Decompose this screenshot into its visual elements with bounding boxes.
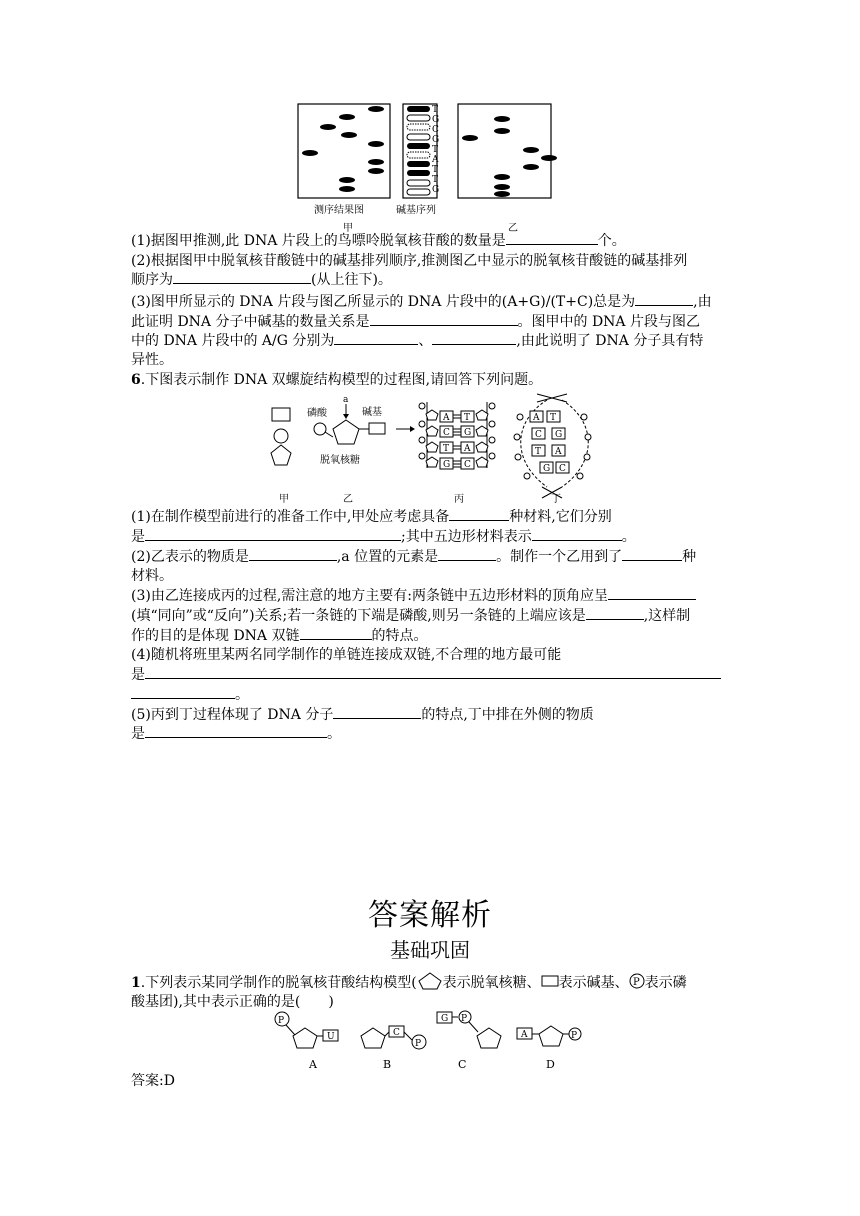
q6-stem: 6.下图表示制作 DNA 双螺旋结构模型的过程图,请回答下列问题。	[131, 372, 543, 388]
q5-part1: (1)据图甲推测,此 DNA 片段上的鸟嘌呤脱氧核苷酸的数量是 个。	[131, 233, 626, 249]
gel-band	[368, 106, 384, 112]
svg-text:C: C	[443, 428, 450, 438]
base-letters	[431, 105, 439, 195]
svg-text:P: P	[278, 1016, 285, 1026]
q6-part3-line3: 作的目的是体现 DNA 双链 的特点。	[131, 628, 428, 644]
base-letter: T	[432, 145, 439, 155]
q6-part1-line1: (1)在制作模型前进行的准备工作中,甲处应考虑具备 种材料,它们分别	[131, 509, 612, 525]
gel-band	[368, 141, 384, 147]
fig-label-bing: 丙	[454, 494, 464, 505]
label-base-sequence: 碱基序列	[396, 205, 436, 216]
svg-text:G: G	[555, 430, 563, 440]
svg-text:C: C	[464, 460, 471, 470]
bing-ladder	[419, 402, 495, 470]
label-yi: 乙	[508, 223, 518, 234]
fig-label-ding: 丁	[551, 494, 561, 505]
option-label: A	[309, 1058, 317, 1071]
fig-label-jia: 甲	[279, 494, 289, 505]
nucleotide-options-figure	[265, 1010, 595, 1072]
gel-band	[341, 132, 357, 138]
gel-band	[494, 184, 510, 190]
q5-part3-line1: (3)图甲所显示的 DNA 片段与图乙所显示的 DNA 片段中的(A+G)/(T+C)总是为 ,由	[131, 294, 712, 310]
svg-text:P: P	[415, 1039, 422, 1049]
svg-text:P: P	[461, 1014, 468, 1024]
blank[interactable]	[438, 548, 496, 561]
blank[interactable]	[449, 508, 509, 521]
answer-subtitle: 基础巩固	[390, 938, 470, 962]
svg-text:G: G	[543, 464, 551, 474]
blank[interactable]	[131, 686, 235, 699]
label-sequencing-result: 测序结果图	[314, 205, 364, 216]
pentagon-shape	[271, 445, 291, 465]
fig-label-base: 碱基	[362, 407, 382, 418]
ladder-rung	[419, 403, 495, 423]
option-label: D	[546, 1058, 555, 1071]
q5-part2-line1: (2)根据图甲中脱氧核苷酸链中的碱基排列顺序,推测图乙中显示的脱氧核苷酸链的碱基排列	[131, 253, 688, 269]
gel-band	[494, 116, 510, 122]
svg-text:A: A	[555, 447, 562, 457]
gel-band	[494, 191, 510, 197]
svg-text:T: T	[535, 447, 542, 457]
q6-part1-line2: 是 ;其中五边形材料表示 。	[131, 529, 636, 545]
base-letter: T	[432, 105, 439, 115]
svg-text:A: A	[533, 413, 540, 423]
answer-q1-line1: 1.下列表示某同学制作的脱氧核苷酸结构模型( 表示脱氧核糖、 表示碱基、 P 表示磷	[131, 972, 687, 992]
blank[interactable]	[173, 271, 311, 284]
ladder-rung	[419, 453, 495, 470]
option-d-model	[517, 1026, 581, 1071]
q6-part5-line2: 是 。	[131, 726, 341, 742]
q6-part5-line1: (5)丙到丁过程体现了 DNA 分子 的特点,丁中排在外侧的物质	[131, 707, 594, 723]
rectangle-icon	[541, 974, 559, 988]
blank[interactable]	[635, 293, 693, 306]
svg-text:U: U	[327, 1032, 335, 1042]
blank[interactable]	[300, 627, 372, 640]
svg-text:G: G	[464, 428, 472, 438]
blank[interactable]	[334, 332, 418, 345]
blank[interactable]	[249, 548, 337, 561]
base-letter: A	[432, 155, 439, 165]
phosphate-circle	[314, 423, 326, 435]
pentagon-icon	[417, 972, 443, 990]
q6-part4-line1: (4)随机将班里某两名同学制作的单链连接成双链,不合理的地方最可能	[131, 647, 562, 663]
svg-text:G: G	[443, 460, 451, 470]
blank[interactable]	[145, 528, 401, 541]
gel-band	[320, 124, 336, 130]
sugar-pentagon	[333, 420, 359, 444]
q6-part4-line3: 。	[131, 686, 249, 704]
gel-band	[302, 150, 318, 156]
svg-text:T: T	[464, 413, 471, 423]
blank[interactable]	[145, 666, 721, 679]
gel-band	[339, 177, 355, 183]
gel-band	[494, 174, 510, 180]
svg-text:P: P	[632, 977, 640, 988]
fig-label-yi: 乙	[343, 494, 353, 505]
option-a-model	[275, 1012, 338, 1071]
option-c-model	[437, 1011, 501, 1071]
q6-part2-line1: (2)乙表示的物质是 ,a 位置的元素是 。制作一个乙用到了 种	[131, 549, 697, 565]
gel-band	[494, 128, 510, 134]
svg-text:P: P	[571, 1031, 578, 1041]
circle-shape	[274, 429, 288, 443]
gel-band	[339, 186, 355, 192]
q5-part3-line4: 异性。	[131, 352, 173, 368]
q6-part3-line1: (3)由乙连接成丙的过程,需注意的地方主要有:两条链中五边形材料的顶角应呈	[131, 587, 696, 605]
svg-text:A: A	[464, 444, 471, 454]
option-b-model	[361, 1026, 426, 1071]
phosphate-p-icon	[629, 973, 645, 989]
base-letter: C	[432, 125, 439, 135]
answer-title: 答案解析	[368, 898, 492, 933]
dna-model-figure	[262, 392, 602, 508]
gel-band	[368, 159, 384, 165]
gel-band	[462, 135, 478, 141]
fig-label-phosphate: 磷酸	[307, 408, 327, 419]
blank[interactable]	[608, 587, 696, 600]
blank[interactable]	[432, 332, 516, 345]
svg-text:C: C	[535, 430, 542, 440]
square-shape	[272, 408, 290, 421]
base-letter: G	[432, 135, 440, 145]
q6-part2-line2: 材料。	[131, 568, 173, 584]
svg-text:T: T	[443, 444, 450, 454]
gel-band	[368, 168, 384, 174]
svg-text:A: A	[521, 1030, 528, 1040]
svg-text:C: C	[559, 464, 566, 474]
blank[interactable]	[532, 528, 622, 541]
blank[interactable]	[370, 313, 518, 326]
q5-part3-line2: 此证明 DNA 分子中碱基的数量关系是 。图甲中的 DNA 片段与图乙	[131, 314, 700, 330]
gel-band	[523, 164, 539, 170]
blank[interactable]	[145, 725, 327, 738]
base-letter: T	[432, 165, 439, 175]
blank[interactable]	[506, 232, 598, 245]
ladder-rung	[419, 437, 495, 454]
svg-text:G: G	[441, 1014, 449, 1024]
base-rect	[369, 423, 385, 434]
fig-label-a: a	[343, 395, 349, 405]
svg-text:A: A	[443, 413, 450, 423]
base-letter: G	[432, 115, 440, 125]
blank[interactable]	[622, 548, 682, 561]
fig-label-sugar: 脱氧核糖	[320, 455, 360, 466]
answer-text: 答案:D	[131, 1073, 175, 1089]
q6-part3-line2: (填“同向”或“反向”)关系;若一条链的下端是磷酸,则另一条链的上端应该是 ,这样制	[131, 608, 691, 624]
svg-text:C: C	[393, 1028, 400, 1038]
answer-q1-line2: 酸基团),其中表示正确的是( )	[131, 994, 334, 1010]
q5-part3-line3: 中的 DNA 片段中的 A/G 分别为 、 ,由此说明了 DNA 分子具有特	[131, 333, 704, 349]
svg-text:T: T	[550, 413, 557, 423]
ladder-rung	[419, 421, 495, 438]
base-letter: G	[432, 185, 440, 195]
q5-part2-line2: 顺序为 (从上往下)。	[131, 272, 392, 288]
blank[interactable]	[333, 706, 421, 719]
label-jia: 甲	[343, 223, 353, 234]
gel-band	[523, 147, 539, 153]
q6-part4-line2: 是	[131, 666, 721, 684]
option-label: C	[458, 1058, 467, 1071]
gel-band	[339, 114, 355, 120]
base-letter: T	[432, 175, 439, 185]
blank[interactable]	[586, 607, 644, 620]
option-label: B	[383, 1058, 392, 1071]
gel-band	[541, 155, 557, 161]
ding-helix	[514, 394, 591, 498]
